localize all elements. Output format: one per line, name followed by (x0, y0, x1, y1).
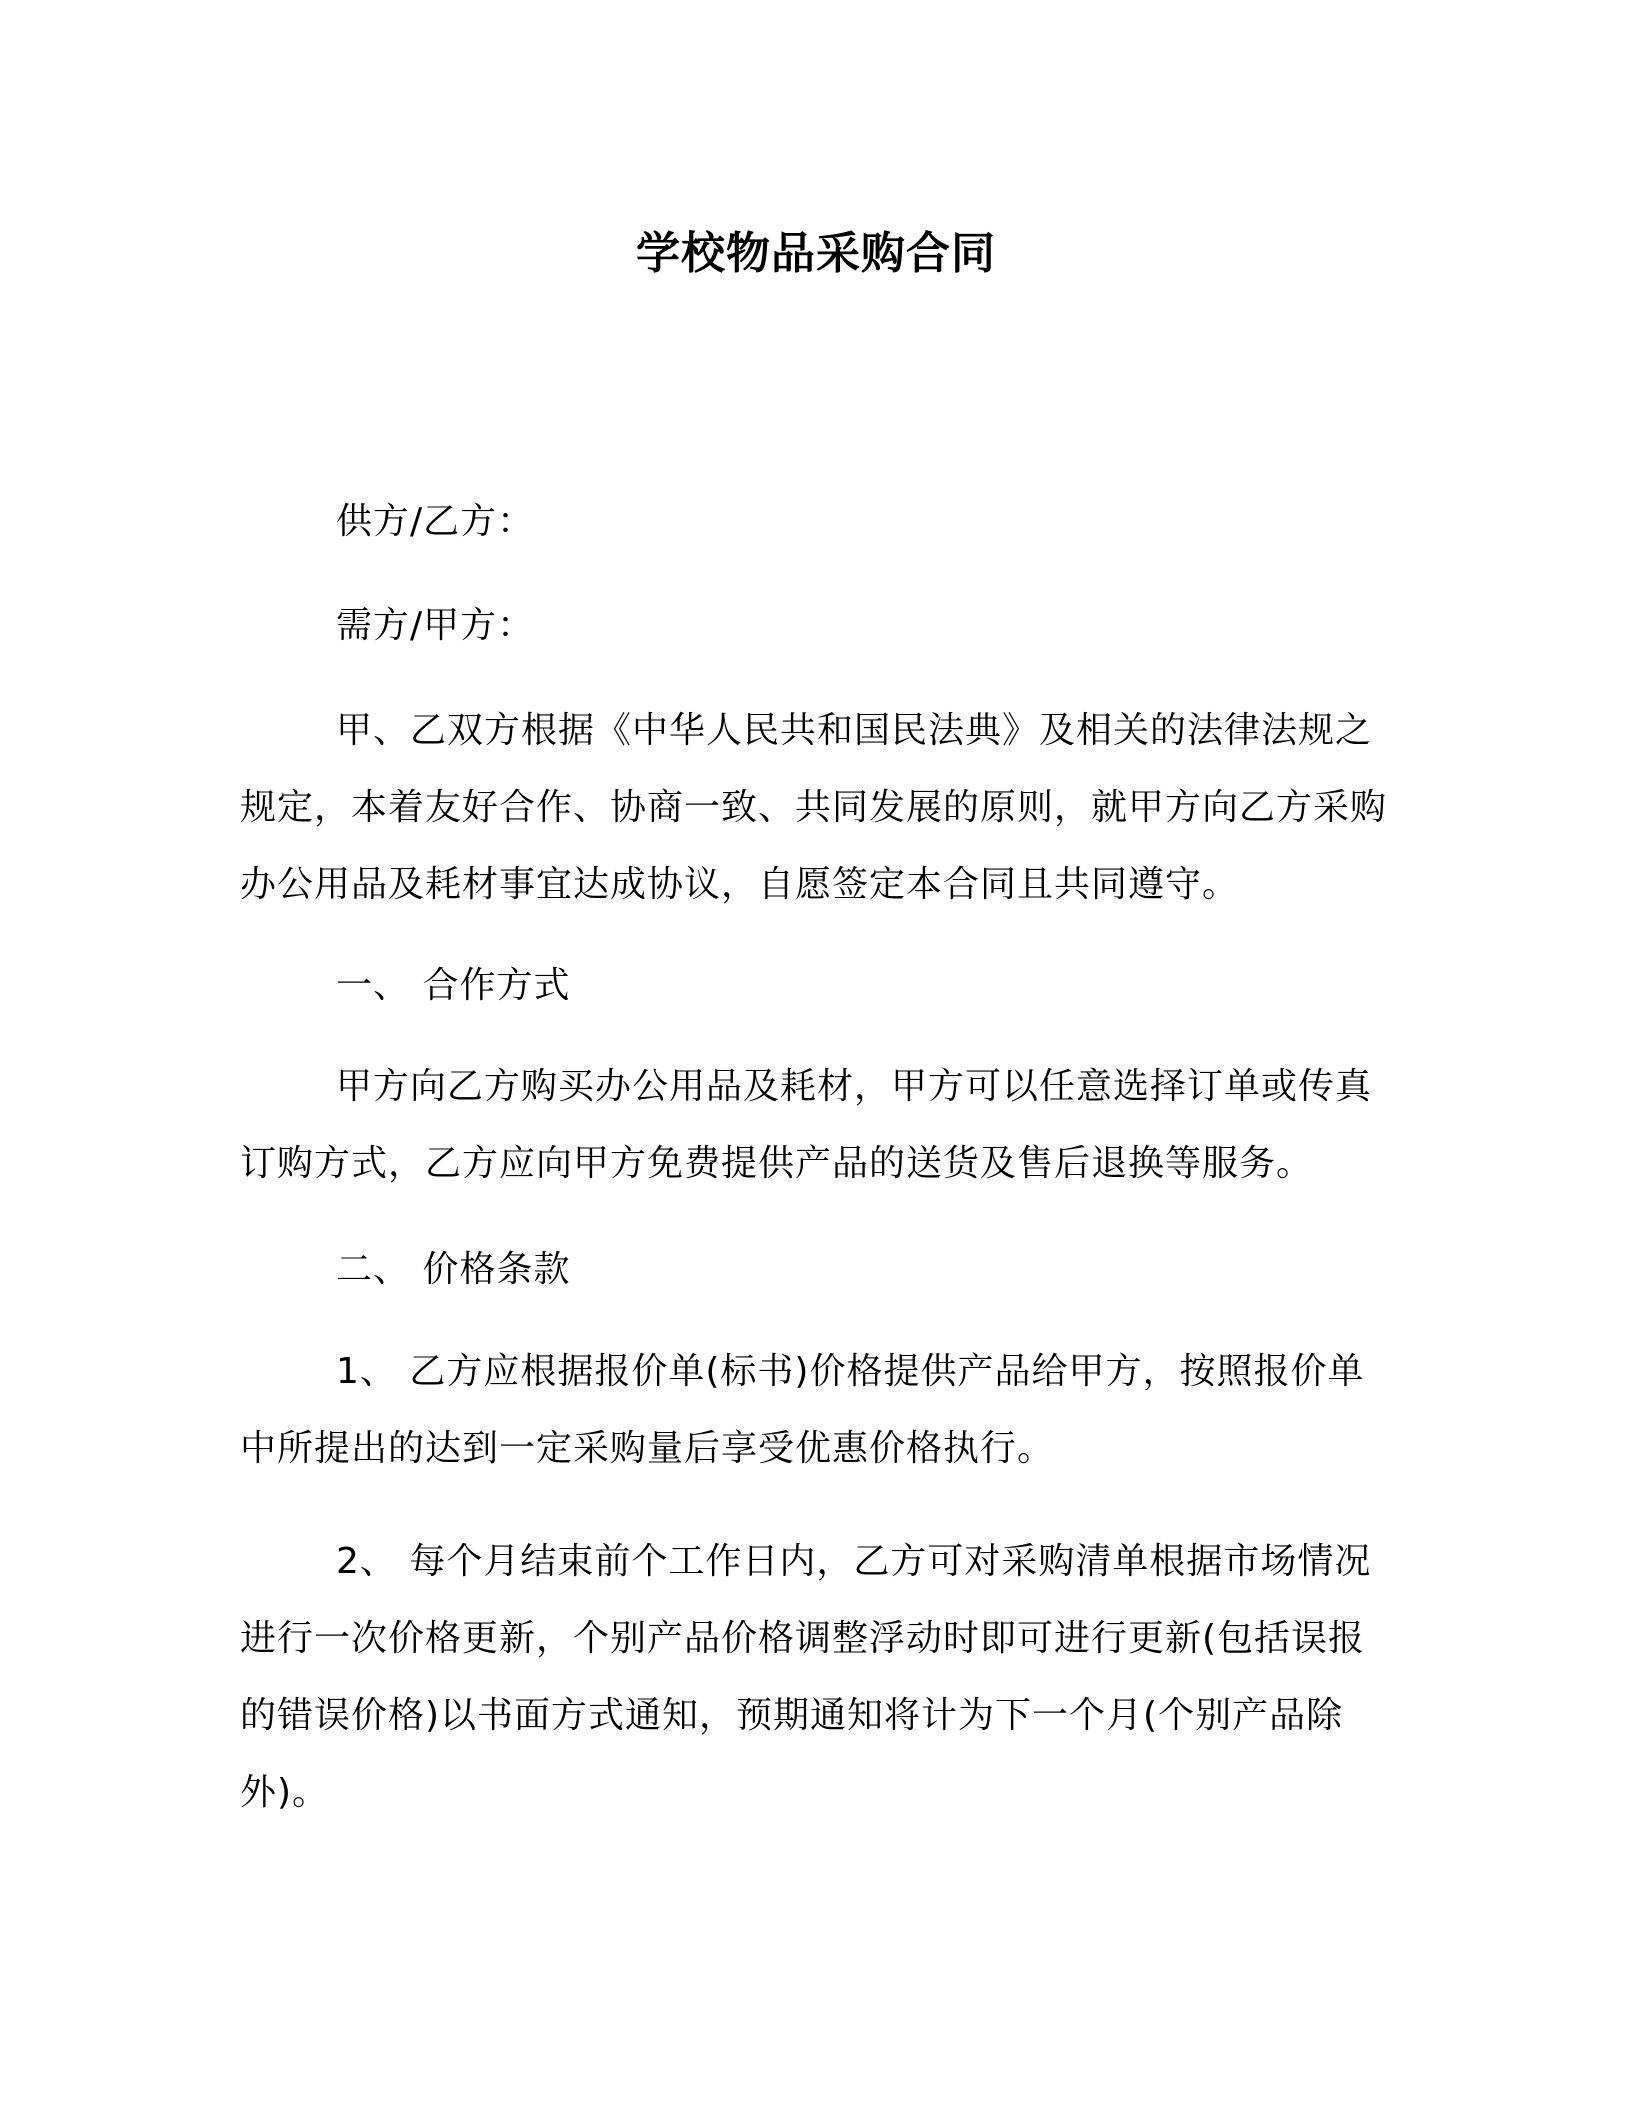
section2-heading: 二、 价格条款 (336, 1249, 571, 1290)
document-title: 学校物品采购合同 (636, 228, 996, 279)
section1-paragraph: 甲方向乙方购买办公用品及耗材，甲方可以任意选择订单或传真订购方式，乙方应向甲方免费提供产品的送货及售后退换等服务。 (240, 1066, 1373, 1184)
intro-paragraph: 甲、乙双方根据《中华人民共和国民法典》及相关的法律法规之规定，本着友好合作、协商一致、共同发展的原则，就甲方向乙方采购办公用品及耗材事宜达成协议，自愿签定本合同且共同遵守。 (240, 710, 1388, 905)
supplier-label: 供方/乙方： (336, 501, 535, 542)
intro-paragraph-block (240, 692, 1390, 923)
section2-item1-block (240, 1333, 1390, 1487)
section2-item2: 2、 每个月结束前个工作日内，乙方可对采购清单根据市场情况进行一次价格更新，个别产品价格调整浮动时即可进行更新(包括误报的错误价格)以书面方式通知，预期通知将计为下一个月(个别产品除外)。 (240, 1541, 1372, 1813)
section1-block (240, 1048, 1390, 1202)
section2-item1: 1、 乙方应根据报价单(标书)价格提供产品给甲方，按照报价单中所提出的达到一定采购量后享受优惠价格执行。 (240, 1351, 1365, 1469)
section1-heading: 一、 合作方式 (336, 965, 571, 1006)
buyer-label: 需方/甲方： (336, 605, 535, 646)
section2-item2-block (240, 1523, 1390, 1831)
